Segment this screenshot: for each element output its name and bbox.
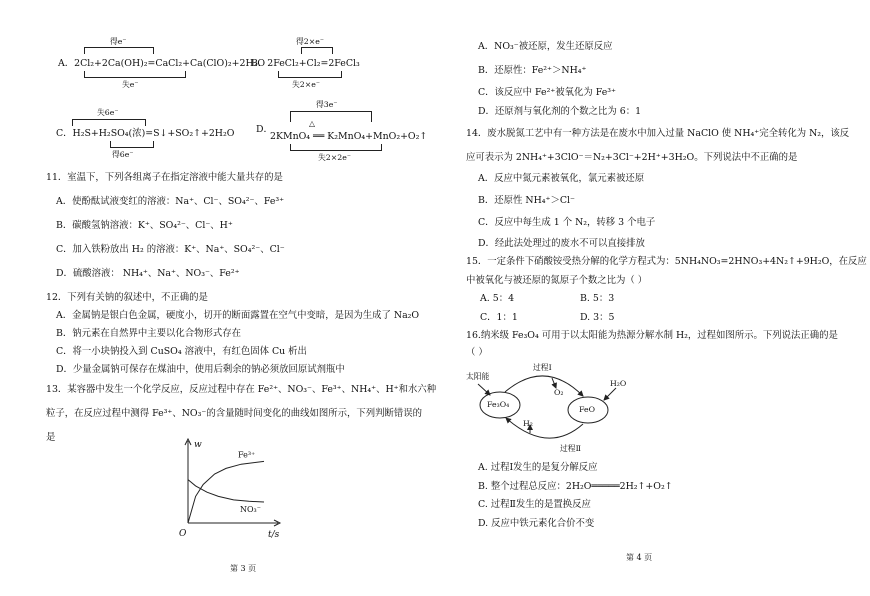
q14-option-d: D．经此法处理过的废水不可以直接排放 [478,238,645,249]
x-axis-label: t/s [268,530,280,540]
q16-line-1: 16.纳米级 Fe₃O₄ 可用于以太阳能为热源分解水制 H₂，过程如图所示。下列说法正确的是 [466,330,838,341]
q16-option-b: B. 整个过程总反应：2H₂O═════2H₂↑+O₂↑ [478,481,673,492]
q13-option-a: A．NO₃⁻被还原，发生还原反应 [478,41,613,52]
q14-option-c: C．反应中每生成 1 个 N₂，转移 3 个电子 [478,217,656,228]
q14-line-1: 14．废水脱氮工艺中有一种方法是在废水中加入过量 NaClO 使 NH₄⁺完全转化为 N₂，该反 [466,128,850,139]
q14-option-b: B．还原性 NH₄⁺＞Cl⁻ [478,195,575,206]
q15-line-1: 15．一定条件下硝酸铵受热分解的化学方程式为：5NH₄NO₃=2HNO₃+4N₂↑+9H₂O，在反应 [466,256,867,267]
q13-line-3: 是 [46,432,56,443]
process-2-label: 过程Ⅱ [560,444,581,453]
q12-stem: 12．下列有关钠的叙述中，不正确的是 [46,292,208,303]
electron-label-d-top: 得3e⁻ [316,100,338,109]
q15-option-b: B. 5：3 [580,293,615,304]
o2-arrow [552,378,556,388]
feo-label: FeO [579,405,595,414]
q13-option-c: C．该反应中 Fe²⁺被氧化为 Fe³⁺ [478,87,617,98]
q11-option-c: C．加入铁粉放出 H₂ 的溶液：K⁺、Na⁺、SO₄²⁻、Cl⁻ [56,244,285,255]
page-footer-left: 第 3 页 [230,564,257,573]
y-axis-label: w [194,440,202,450]
h2o-label: H₂O [610,379,627,388]
q11-option-d: D．硫酸溶液： NH₄⁺、Na⁺、NO₃⁻、Fe²⁺ [56,268,240,279]
series-label-1: NO₃⁻ [240,505,261,514]
q13-option-d: D．还原剂与氧化剂的个数之比为 6：1 [478,106,642,117]
origin-label: O [179,529,187,539]
q12-option-b: B．钠元素在自然界中主要以化合物形式存在 [56,328,242,339]
q13-line-1: 13．某容器中发生一个化学反应，反应过程中存在 Fe²⁺、NO₃⁻、Fe³⁺、NH₄⁺、H⁺和水六种 [46,384,437,395]
electron-label-a-bottom: 失e⁻ [122,80,139,89]
q14-line-2: 应可表示为 2NH₄⁺+3ClO⁻＝N₂+3Cl⁻+2H⁺+3H₂O。下列说法中不正确的是 [466,152,798,163]
q16-option-c: C. 过程Ⅱ发生的是置换反应 [478,499,591,510]
q15-option-d: D. 3：5 [580,312,615,323]
equation-b: B．2FeCl₂+Cl₂=2FeCl₃ [251,58,360,69]
electron-label-c-bottom: 得6e⁻ [112,150,134,159]
process-1-arrow [505,376,583,396]
equation-d: 2KMnO₄ ══ K₂MnO₄+MnO₂+O₂↑ [270,131,428,142]
h2o-arrow [604,388,616,400]
electron-label-a-top: 得e⁻ [110,37,127,46]
heat-condition: △ [309,119,315,128]
o2-label: O₂ [554,388,564,397]
series-label-0: Fe³⁺ [238,450,256,460]
q16-line-2: （ ） [466,347,488,358]
electron-label-c-top: 失6e⁻ [97,108,119,117]
page-footer-right: 第 4 页 [626,553,653,562]
h2-label: H₂ [523,419,533,428]
q12-option-c: C．将一小块钠投入到 CuSO₄ 溶液中，有红色固体 Cu 析出 [56,346,307,357]
process-1-label: 过程Ⅰ [533,363,552,372]
fe3o4-label: Fe₃O₄ [487,400,510,409]
q13-line-2: 粒子，在反应过程中测得 Fe³⁺、NO₃⁻的含量随时间变化的曲线如图所示，下列判断错误的 [46,408,422,419]
q13-option-b: B．还原性：Fe²⁺＞NH₄⁺ [478,65,587,76]
q11-option-a: A．使酚酞试液变红的溶液：Na⁺、Cl⁻、SO₄²⁻、Fe³⁺ [56,196,285,207]
sun-label: 太阳能 [466,372,490,381]
process-2-arrow [506,418,583,438]
q16-option-d: D. 反应中铁元素化合价不变 [478,518,595,529]
electron-label-d-bottom: 失2×2e⁻ [318,153,351,162]
q14-option-a: A．反应中氮元素被氧化，氯元素被还原 [478,173,645,184]
q12-option-a: A．金属钠是银白色金属，硬度小，切开的断面露置在空气中变暗，是因为生成了 Na₂O [56,310,420,321]
equation-a: A．2Cl₂+2Ca(OH)₂=CaCl₂+Ca(ClO)₂+2H₂O [58,58,266,69]
q11-option-b: B．碳酸氢钠溶液：K⁺、SO₄²⁻、Cl⁻、H⁺ [56,220,233,231]
q15-line-2: 中被氧化与被还原的氮原子个数之比为（ ） [466,275,648,286]
q16-option-a: A. 过程Ⅰ发生的是复分解反应 [478,462,598,473]
q15-option-a: A. 5：4 [480,293,515,304]
electron-label-b-bottom: 失2×e⁻ [292,80,321,89]
sun-arrow [478,384,490,395]
electron-label-b-top: 得2×e⁻ [296,37,325,46]
equation-c: C．H₂S+H₂SO₄(浓)=S↓+SO₂↑+2H₂O [56,128,235,139]
q11-stem: 11．室温下，下列各组离子在指定溶液中能大量共存的是 [46,172,283,183]
q12-option-d: D．少量金属钠可保存在煤油中，使用后剩余的钠必须放回原试剂瓶中 [56,364,345,375]
q15-option-c: C．1：1 [480,312,518,323]
option-d-prefix: D． [256,124,273,135]
